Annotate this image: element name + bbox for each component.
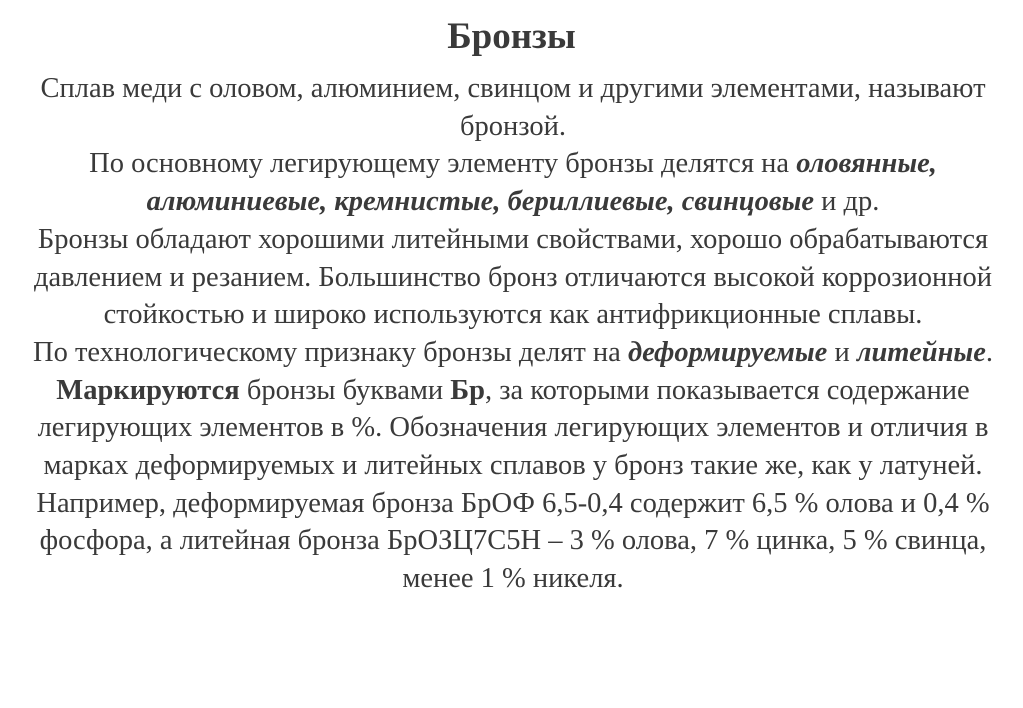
paragraph-classification [18,145,1008,220]
technology-lead: По технологическому признаку бронзы делят на [33,336,628,368]
page-title: Бронзы [447,16,576,57]
bronze-types: оловянные, алюминиевые, кремнистые, бериллиевые, свинцовые [146,148,937,218]
classification-tail: и др. [814,186,880,218]
marking-prefix: Бр [450,374,485,406]
paragraph-technology [18,334,1008,372]
paragraph-properties: Бронзы обладают хорошими литейными свойствами, хорошо обрабатываются давлением и резанием. Большинство бронз отличаются высокой коррозионной стойкостью и широко используются как антифрикционные сплавы. [33,223,993,331]
technology-and: и [827,336,857,368]
paragraph-marking [18,372,1008,598]
classification-lead: По основному легирующему элементу бронзы делятся на [89,148,797,180]
marking-text-1: бронзы буквами [239,374,451,406]
marking-text-2: , за которыми показывается содержание легирующих элементов в %. Обозначения легирующих элементов и отличия в марках деформируемых и литейных сплавов у бронз такие же, как у латуней. Например, деформируемая бронза БрОФ 6,5-0,4 содержит 6,5 % олова и 0,4 % фосфора, а литейная бронза БрОЗЦ7С5Н – 3 % олова, 7 % цинка, 5 % свинца, менее 1 % никеля. [36,374,990,595]
marking-term: Маркируются [56,374,240,406]
technology-end: . [985,336,993,368]
slide-body [18,70,1008,598]
paragraph-definition: Сплав меди с оловом, алюминием, свинцом и другими элементами, называют бронзой. [40,73,986,142]
deformable-term: деформируемые [627,336,828,368]
cast-term: литейные [856,336,986,368]
